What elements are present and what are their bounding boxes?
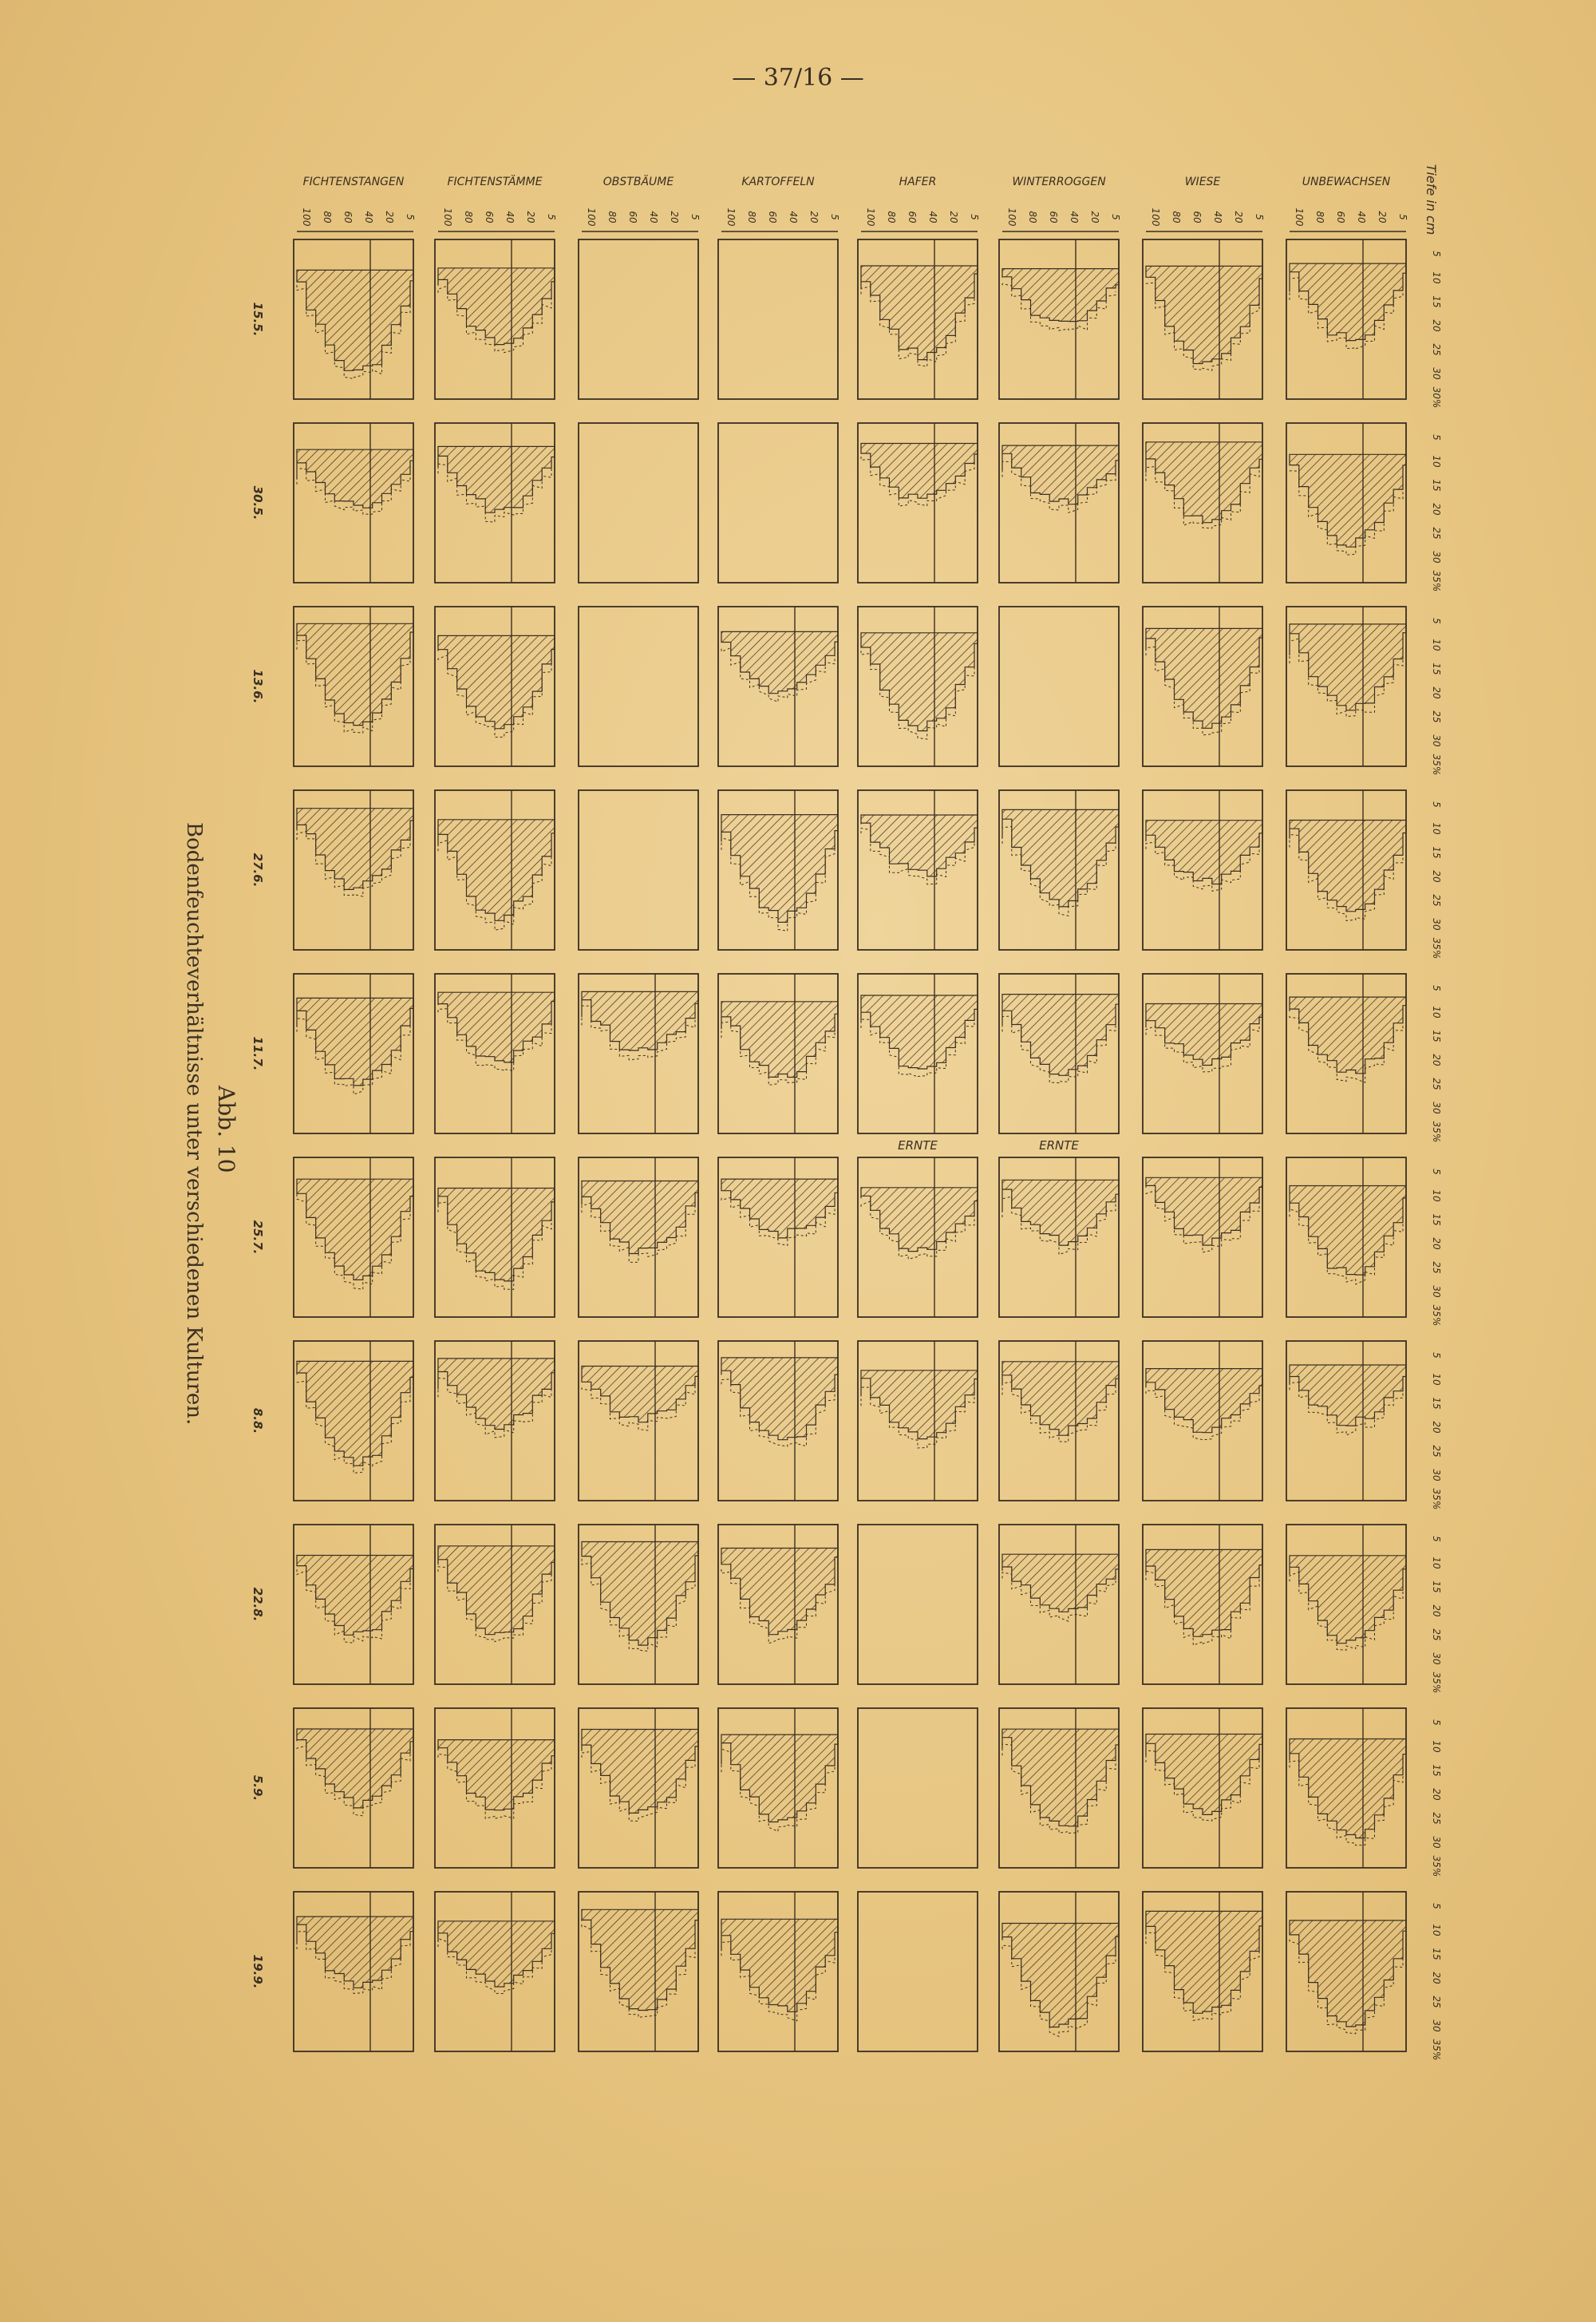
moisture-tick: 15 — [1431, 1397, 1442, 1410]
depth-tick: 5 — [1397, 214, 1408, 220]
depth-tick: 60 — [627, 211, 638, 223]
depth-tick: 20 — [948, 211, 959, 223]
moisture-profile — [1002, 269, 1119, 322]
moisture-tick: 35% — [1431, 1304, 1442, 1327]
moisture-profile — [438, 446, 555, 512]
figure-number: Abb. 10 — [213, 1086, 239, 1173]
moisture-profile — [1146, 1004, 1262, 1066]
moisture-tick: 30 — [1431, 1469, 1442, 1481]
depth-tick: 40 — [1356, 211, 1367, 223]
depth-tick: 20 — [525, 211, 536, 223]
moisture-profile — [297, 1179, 413, 1280]
moisture-profile — [297, 449, 413, 508]
moisture-tick: 10 — [1431, 1557, 1442, 1569]
moisture-profile — [1146, 1177, 1262, 1245]
moisture-tick: 10 — [1431, 1189, 1442, 1202]
moisture-profile — [1290, 1556, 1406, 1644]
moisture-profile — [721, 1735, 838, 1822]
date-label-7: 8.8. — [251, 1407, 265, 1434]
moisture-profile — [438, 635, 555, 728]
depth-tick: 60 — [342, 211, 354, 223]
moisture-tick: 15 — [1431, 1580, 1442, 1593]
chart-panel — [858, 1892, 978, 2051]
crop-label-7: WIESE — [1184, 176, 1221, 188]
moisture-profile — [297, 1361, 413, 1466]
moisture-tick: 30 — [1431, 551, 1442, 564]
moisture-profile — [1146, 1911, 1262, 2013]
moisture-tick: 10 — [1431, 822, 1442, 835]
date-label-1: 15.5. — [251, 302, 265, 337]
depth-tick: 40 — [1069, 211, 1080, 223]
moisture-tick: 10 — [1431, 455, 1442, 468]
date-label-3: 13.6. — [251, 669, 265, 704]
depth-tick: 20 — [1089, 211, 1100, 223]
moisture-profile — [1146, 266, 1262, 363]
depth-tick: 80 — [886, 211, 897, 223]
depth-tick: 100 — [442, 208, 453, 227]
crop-label-1: FICHTENSTANGEN — [302, 176, 405, 188]
moisture-tick: 20 — [1431, 1054, 1442, 1066]
moisture-tick: 10 — [1431, 1740, 1442, 1753]
moisture-profile — [582, 1367, 698, 1422]
moisture-tick: 25 — [1431, 1261, 1442, 1274]
crop-label-5: HAFER — [899, 176, 937, 188]
moisture-profile — [721, 1549, 838, 1635]
moisture-profile — [297, 623, 413, 725]
moisture-tick: 15 — [1431, 1213, 1442, 1226]
moisture-profile — [1002, 1729, 1119, 1826]
moisture-tick: 15 — [1431, 479, 1442, 492]
moisture-tick: 5 — [1431, 251, 1442, 257]
page-number: — 37/16 — — [732, 64, 864, 92]
moisture-profile — [861, 995, 978, 1069]
depth-tick: 5 — [405, 214, 416, 220]
depth-tick: 5 — [1254, 214, 1265, 220]
chart-panel — [718, 239, 838, 399]
moisture-tick: 5 — [1431, 618, 1442, 624]
depth-tick: 80 — [1171, 211, 1182, 223]
moisture-profile — [1002, 1362, 1119, 1435]
depth-tick: 60 — [1191, 211, 1203, 223]
depth-tick: 20 — [384, 211, 395, 223]
depth-tick: 40 — [363, 211, 374, 223]
moisture-tick: 20 — [1431, 1421, 1442, 1434]
moisture-profile — [1002, 1554, 1119, 1612]
depth-tick: 40 — [504, 211, 516, 223]
depth-tick: 100 — [1006, 208, 1017, 227]
moisture-tick: 15 — [1431, 1764, 1442, 1777]
moisture-profile — [438, 820, 555, 921]
moisture-tick: 35% — [1431, 1121, 1442, 1143]
moisture-tick: 15 — [1431, 1948, 1442, 1960]
depth-tick: 40 — [1212, 211, 1223, 223]
moisture-tick: 5 — [1431, 434, 1442, 441]
moisture-profile — [1290, 997, 1406, 1074]
depth-tick: 20 — [669, 211, 680, 223]
moisture-tick: 5 — [1431, 801, 1442, 808]
moisture-tick: 10 — [1431, 271, 1442, 284]
date-label-5: 11.7. — [251, 1036, 265, 1071]
moisture-profile — [861, 266, 978, 360]
moisture-tick: 15 — [1431, 846, 1442, 859]
moisture-tick: 20 — [1431, 1972, 1442, 1984]
moisture-tick: 35% — [1431, 1671, 1442, 1694]
date-label-8: 22.8. — [251, 1587, 265, 1622]
moisture-tick: 20 — [1431, 1604, 1442, 1617]
date-label-4: 27.6. — [251, 852, 265, 888]
moisture-tick: 25 — [1431, 710, 1442, 723]
moisture-tick: 5 — [1431, 1169, 1442, 1175]
moisture-tick: 25 — [1431, 1812, 1442, 1825]
moisture-profile — [297, 809, 413, 890]
date-label-9: 5.9. — [251, 1774, 265, 1802]
moisture-tick: 30 — [1431, 1652, 1442, 1665]
moisture-tick: 25 — [1431, 1078, 1442, 1090]
moisture-profile — [582, 1730, 698, 1814]
moisture-tick: 20 — [1431, 1788, 1442, 1801]
moisture-profile — [1002, 445, 1119, 504]
moisture-profile — [861, 633, 978, 731]
depth-tick: 40 — [927, 211, 938, 223]
depth-axis-label: Tiefe in cm — [1424, 164, 1439, 235]
moisture-profile — [438, 268, 555, 345]
depth-tick: 100 — [725, 208, 737, 227]
moisture-tick: 20 — [1431, 1237, 1442, 1250]
moisture-profile — [1002, 809, 1119, 907]
moisture-tick: 10 — [1431, 639, 1442, 651]
depth-tick: 80 — [463, 211, 474, 223]
moisture-tick: 25 — [1431, 1996, 1442, 2008]
chart-panel — [579, 423, 698, 583]
depth-tick: 100 — [865, 208, 876, 227]
moisture-profile — [721, 1002, 838, 1078]
moisture-tick: 20 — [1431, 870, 1442, 883]
moisture-profile — [721, 815, 838, 923]
depth-tick: 60 — [907, 211, 918, 223]
moisture-profile — [582, 1542, 698, 1646]
chart-panel — [579, 790, 698, 950]
moisture-profile — [1290, 1739, 1406, 1838]
moisture-tick: 15 — [1431, 663, 1442, 675]
depth-tick: 80 — [1027, 211, 1038, 223]
depth-tick: 60 — [1048, 211, 1059, 223]
moisture-tick: 30 — [1431, 1285, 1442, 1298]
moisture-tick: 25 — [1431, 1628, 1442, 1641]
depth-tick: 5 — [1110, 214, 1121, 220]
moisture-profile — [1146, 442, 1262, 523]
moisture-profile — [1290, 821, 1406, 912]
depth-tick: 5 — [969, 214, 980, 220]
moisture-profile — [582, 1909, 698, 2010]
figure-caption: Bodenfeuchteverhältnisse unter verschiedenen Kulturen. — [182, 822, 206, 1426]
crop-label-3: OBSTBÄUME — [602, 176, 674, 188]
moisture-profile — [1290, 1365, 1406, 1426]
depth-tick: 5 — [546, 214, 557, 220]
moisture-tick: 5 — [1431, 1536, 1442, 1542]
moisture-tick: 25 — [1431, 343, 1442, 356]
moisture-profile — [297, 1917, 413, 1988]
moisture-tick: 15 — [1431, 295, 1442, 308]
moisture-tick: 10 — [1431, 1373, 1442, 1386]
moisture-profile — [438, 1546, 555, 1635]
depth-tick: 40 — [648, 211, 659, 223]
depth-tick: 20 — [808, 211, 820, 223]
moisture-profile — [721, 1179, 838, 1238]
depth-tick: 5 — [829, 214, 840, 220]
moisture-profile — [1002, 995, 1119, 1076]
moisture-profile — [1146, 1735, 1262, 1815]
moisture-tick: 30 — [1431, 918, 1442, 931]
depth-tick: 20 — [1233, 211, 1244, 223]
moisture-tick: 5 — [1431, 1352, 1442, 1359]
moisture-tick: 20 — [1431, 686, 1442, 699]
chart-panel — [579, 239, 698, 399]
moisture-tick: 30% — [1431, 386, 1442, 409]
date-label-10: 19.9. — [251, 1954, 265, 1989]
moisture-profile — [297, 998, 413, 1086]
moisture-profile — [297, 1729, 413, 1808]
depth-tick: 80 — [1314, 211, 1325, 223]
depth-tick: 100 — [301, 208, 312, 227]
moisture-profile — [861, 444, 978, 499]
depth-tick: 20 — [1377, 211, 1388, 223]
moisture-tick: 35% — [1431, 2039, 1442, 2061]
moisture-profile — [1146, 628, 1262, 728]
depth-tick: 60 — [1335, 211, 1346, 223]
moisture-profile — [438, 992, 555, 1062]
chart-panel — [858, 1525, 978, 1684]
moisture-tick: 20 — [1431, 319, 1442, 332]
crop-label-6: WINTERROGGEN — [1012, 176, 1106, 188]
chart-panel — [579, 607, 698, 766]
moisture-profile — [861, 1371, 978, 1439]
depth-tick: 100 — [586, 208, 597, 227]
moisture-profile — [1290, 1920, 1406, 2027]
moisture-profile — [1290, 263, 1406, 341]
moisture-tick: 35% — [1431, 754, 1442, 776]
depth-tick: 5 — [689, 214, 701, 220]
chart-panel — [718, 423, 838, 583]
moisture-tick: 35% — [1431, 937, 1442, 959]
depth-tick: 80 — [606, 211, 618, 223]
moisture-tick: 30 — [1431, 734, 1442, 747]
crop-label-2: FICHTENSTÄMME — [447, 176, 543, 188]
moisture-tick: 35% — [1431, 1855, 1442, 1877]
depth-tick: 60 — [484, 211, 495, 223]
depth-tick: 100 — [1294, 208, 1305, 227]
moisture-tick: 30 — [1431, 2019, 1442, 2032]
moisture-tick: 20 — [1431, 503, 1442, 516]
moisture-tick: 10 — [1431, 1006, 1442, 1019]
moisture-profile — [1290, 1186, 1406, 1276]
depth-tick: 40 — [788, 211, 799, 223]
crop-label-4: KARTOFFELN — [741, 176, 815, 188]
harvest-annotation: ERNTE — [898, 1138, 938, 1153]
depth-tick: 100 — [1150, 208, 1161, 227]
depth-tick: 60 — [767, 211, 778, 223]
moisture-profile — [1002, 1924, 1119, 2027]
moisture-profile — [1290, 624, 1406, 710]
moisture-profile — [1002, 1180, 1119, 1245]
harvest-annotation: ERNTE — [1039, 1138, 1079, 1153]
moisture-tick: 5 — [1431, 1719, 1442, 1726]
moisture-profile — [438, 1921, 555, 1987]
moisture-tick: 35% — [1431, 570, 1442, 592]
moisture-tick: 25 — [1431, 1445, 1442, 1458]
date-label-2: 30.5. — [251, 485, 265, 520]
depth-tick: 80 — [746, 211, 757, 223]
moisture-tick: 30 — [1431, 1102, 1442, 1114]
moisture-profile — [438, 1189, 555, 1281]
moisture-tick: 10 — [1431, 1924, 1442, 1936]
moisture-profile — [438, 1740, 555, 1810]
moisture-profile — [721, 1919, 838, 2011]
chart-panel — [999, 607, 1119, 766]
moisture-tick: 25 — [1431, 527, 1442, 540]
moisture-tick: 15 — [1431, 1030, 1442, 1042]
date-label-6: 25.7. — [251, 1220, 265, 1255]
moisture-profile — [721, 1358, 838, 1440]
moisture-profile — [1146, 1549, 1262, 1636]
moisture-profile — [297, 1556, 413, 1636]
moisture-profile — [582, 991, 698, 1050]
moisture-profile — [1146, 1369, 1262, 1433]
moisture-tick: 30 — [1431, 367, 1442, 380]
moisture-tick: 25 — [1431, 894, 1442, 907]
moisture-tick: 5 — [1431, 1903, 1442, 1909]
moisture-tick: 30 — [1431, 1836, 1442, 1849]
moisture-profile — [297, 270, 413, 370]
depth-tick: 80 — [322, 211, 333, 223]
moisture-tick: 35% — [1431, 1488, 1442, 1510]
moisture-profile — [861, 1188, 978, 1252]
moisture-profile — [861, 815, 978, 876]
moisture-profile — [1290, 454, 1406, 547]
crop-label-8: UNBEWACHSEN — [1302, 176, 1391, 188]
chart-panel — [858, 1708, 978, 1868]
moisture-tick: 5 — [1431, 985, 1442, 991]
